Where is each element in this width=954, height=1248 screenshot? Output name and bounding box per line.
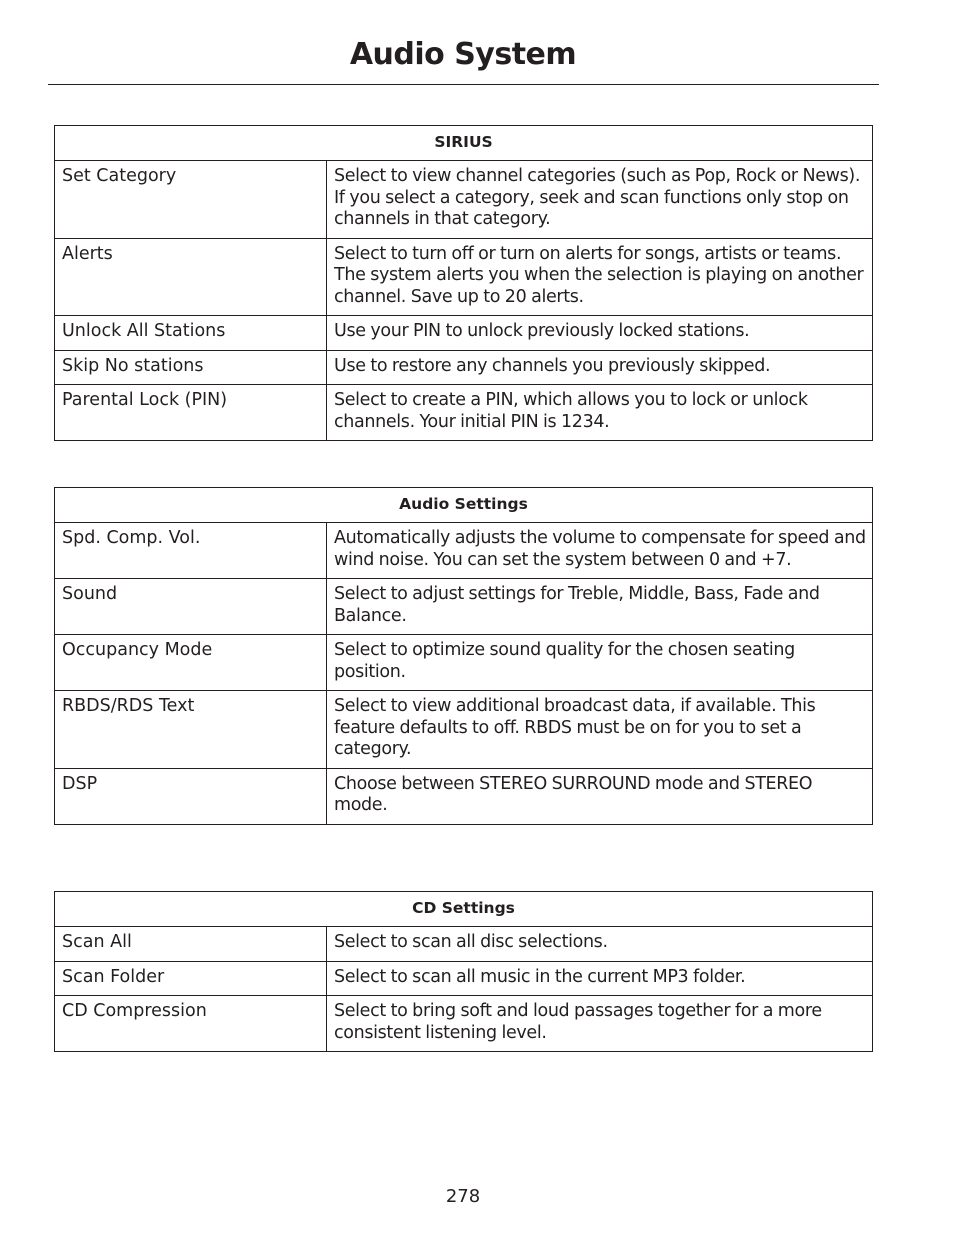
setting-name: Occupancy Mode <box>55 635 327 691</box>
table-row <box>55 927 873 962</box>
cd-settings-table <box>54 891 873 1052</box>
table-row <box>55 523 873 579</box>
setting-description: Select to optimize sound quality for the chosen seating position. <box>327 635 873 691</box>
table-header-row <box>55 488 873 523</box>
setting-name: DSP <box>55 768 327 824</box>
setting-description: Select to view additional broadcast data, if available. This feature defaults to off. RBDS must be on for you to set a category. <box>327 691 873 769</box>
setting-description: Select to create a PIN, which allows you to lock or unlock channels. Your initial PIN is 1234. <box>327 385 873 441</box>
setting-description: Select to adjust settings for Treble, Middle, Bass, Fade and Balance. <box>327 579 873 635</box>
setting-name: Skip No stations <box>55 350 327 385</box>
page-number: 278 <box>445 1186 481 1207</box>
setting-name: Unlock All Stations <box>55 316 327 351</box>
table-header-row <box>55 126 873 161</box>
title-divider <box>48 84 879 85</box>
setting-description: Use to restore any channels you previously skipped. <box>327 350 873 385</box>
setting-description: Select to bring soft and loud passages together for a more consistent listening level. <box>327 996 873 1052</box>
setting-name: Spd. Comp. Vol. <box>55 523 327 579</box>
table-row <box>55 768 873 824</box>
table-row <box>55 635 873 691</box>
sirius-table <box>54 125 873 441</box>
table-row <box>55 238 873 316</box>
setting-name: RBDS/RDS Text <box>55 691 327 769</box>
page-title: Audio System <box>349 37 577 72</box>
setting-name: Scan All <box>55 927 327 962</box>
setting-description: Select to view channel categories (such as Pop, Rock or News). If you select a category, seek and scan functions only stop on channels in that category. <box>327 161 873 239</box>
setting-description: Select to turn off or turn on alerts for songs, artists or teams. The system alerts you when the selection is playing on another channel. Save up to 20 alerts. <box>327 238 873 316</box>
setting-name: Set Category <box>55 161 327 239</box>
table-row <box>55 579 873 635</box>
setting-name: Scan Folder <box>55 961 327 996</box>
audio-settings-table <box>54 487 873 825</box>
table-row <box>55 316 873 351</box>
table-header: CD Settings <box>55 892 873 927</box>
setting-description: Select to scan all music in the current MP3 folder. <box>327 961 873 996</box>
table-row <box>55 996 873 1052</box>
table-header: Audio Settings <box>55 488 873 523</box>
setting-name: Sound <box>55 579 327 635</box>
setting-name: CD Compression <box>55 996 327 1052</box>
setting-description: Use your PIN to unlock previously locked stations. <box>327 316 873 351</box>
table-header: SIRIUS <box>55 126 873 161</box>
setting-description: Automatically adjusts the volume to compensate for speed and wind noise. You can set the system between 0 and +7. <box>327 523 873 579</box>
setting-name: Alerts <box>55 238 327 316</box>
setting-description: Choose between STEREO SURROUND mode and STEREO mode. <box>327 768 873 824</box>
table-row <box>55 961 873 996</box>
table-row <box>55 691 873 769</box>
table-row <box>55 161 873 239</box>
table-row <box>55 385 873 441</box>
table-row <box>55 350 873 385</box>
setting-description: Select to scan all disc selections. <box>327 927 873 962</box>
table-header-row <box>55 892 873 927</box>
setting-name: Parental Lock (PIN) <box>55 385 327 441</box>
